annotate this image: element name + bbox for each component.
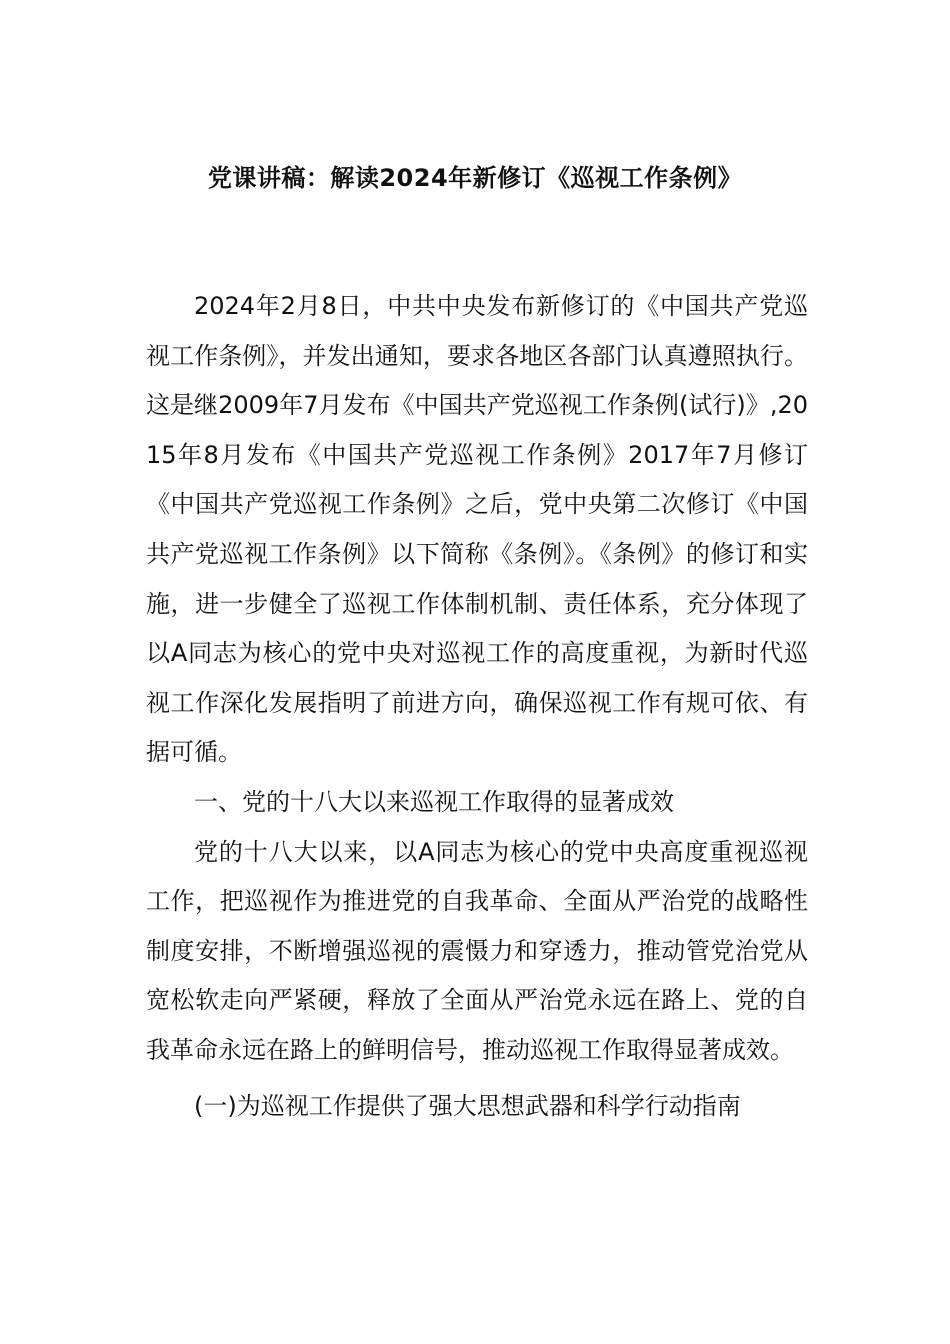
section-1-heading: 一、党的十八大以来巡视工作取得的显著成效: [194, 787, 674, 816]
document-body: [146, 282, 808, 1131]
section-1-body: 党的十八大以来，以A同志为核心的党中央高度重视巡视工作，把巡视作为推进党的自我革命、全面从严治党的战略性制度安排，不断增强巡视的震慑力和穿透力，推动管党治党从宽松软走向严紧硬，释放了全面从严治党永远在路上、党的自我革命永远在路上的鲜明信号，推动巡视工作取得显著成效。: [146, 837, 808, 1064]
subsection-1-heading: (一)为巡视工作提供了强大思想武器和科学行动指南: [194, 1091, 741, 1120]
intro-paragraph: 2024年2月8日，中共中央发布新修订的《中国共产党巡视工作条例》，并发出通知，要求各地区各部门认真遵照执行。这是继2009年7月发布《中国共产党巡视工作条例(试行)》,2015年8月发布《中国共产党巡视工作条例》2017年7月修订《中国共产党巡视工作条例》之后，党中央第二次修订《中国共产党巡视工作条例》以下简称《条例》。《条例》的修订和实施，进一步健全了巡视工作体制机制、责任体系，充分体现了以A同志为核心的党中央对巡视工作的高度重视，为新时代巡视工作深化发展指明了前进方向，确保巡视工作有规可依、有据可循。: [146, 292, 808, 767]
document-title: 党课讲稿：解读2024年新修订《巡视工作条例》: [207, 164, 743, 192]
